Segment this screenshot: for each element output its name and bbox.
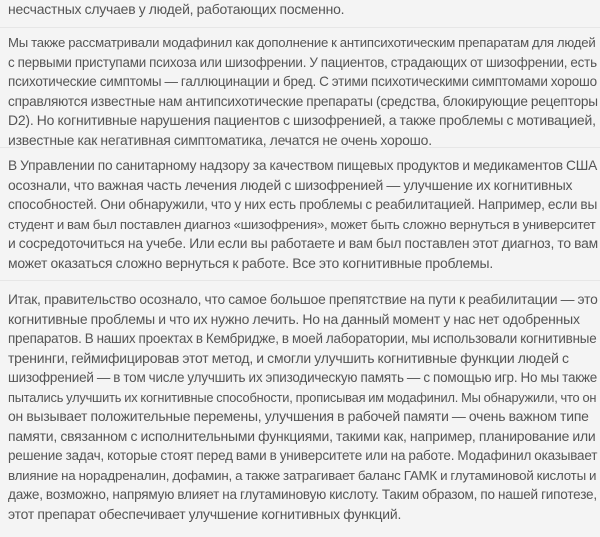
text-line: может оказаться сложно вернуться к работе. Все это когнитивные проблемы.	[8, 254, 494, 271]
text-line: памяти, связанном с исполнительными функциями, такими как, например, планирование или	[8, 427, 596, 444]
text-line: когнитивные проблемы и что их нужно лечить. Но на данный момент у нас нет одобренных	[8, 310, 580, 327]
text-line: Итак, правительство осознало, что самое большое препятствие на пути к реабилитации — это	[8, 291, 598, 307]
text-line: справляются известные нам антипсихотические препараты (средства, блокирующие рецепторы	[8, 93, 598, 109]
text-line: Мы также рассматривали модафинил как дополнение к антипсихотическим препаратам для людей	[8, 35, 596, 50]
paragraph-divider	[0, 147, 600, 148]
text-line: влияние на норадреналин, дофамин, а также затрагивает баланс ГАМК и глутаминовой кислоты и	[8, 467, 597, 483]
paragraph-divider	[0, 280, 600, 281]
text-line: с первыми приступами психоза или шизофрении. У пациентов, страдающих от шизофрении, есть	[8, 54, 597, 70]
text-line: он вызывает положительные перемены, улучшения в рабочей памяти — очень важном типе	[8, 408, 589, 424]
text-line: даже, возможно, напрямую влияет на глутаминовую кислоту. Таким образом, по нашей гипотезе,	[8, 487, 597, 502]
text-line: студент и вам был поставлен диагноз «шизофрения», может быть сложно вернуться в университет	[8, 216, 596, 232]
text-line: препаратов. В наших проектах в Кембридже, в моей лаборатории, мы использовали когнитивные	[8, 331, 597, 346]
text-line: и сосредоточиться на учебе. Или если вы работаете и вам был поставлен этот диагноз, то вам	[8, 235, 598, 251]
paragraph-3	[8, 156, 600, 273]
text-line: этот препарат обеспечивает улучшение когнитивных функций.	[8, 505, 402, 522]
text-line: осознали, что важная часть лечения людей с шизофренией — улучшение их когнитивных	[8, 176, 573, 193]
text-line: шизофренией — в том числе улучшить их эпизодическую память — с помощью игр. Но мы также	[8, 370, 598, 385]
paragraph-2	[8, 33, 600, 150]
text-line: известные как негативная симптоматика, лечатся не очень хорошо.	[8, 131, 432, 148]
text-line: решение задач, которые стоят перед вами в университете или на работе. Модафинил оказывает	[8, 448, 598, 463]
paragraph-1	[8, 0, 600, 20]
text-line: В Управлении по санитарному надзору за качеством пищевых продуктов и медикаментов США	[8, 158, 598, 173]
text-line: D2). Но когнитивные нарушения пациентов с шизофренией, а также проблемы с мотивацией,	[8, 112, 596, 128]
text-line: несчастных случаев у людей, работающих посменно.	[8, 1, 345, 17]
text-line: способностей. Они обнаружили, что у них есть проблемы с реабилитацией. Например, если вы	[8, 197, 598, 212]
text-line: пытались улучшить их когнитивные способности, прописывая им модафинил. Мы обнаружили, что он	[8, 389, 597, 405]
text-line: психотические симптомы — галлюцинации и бред. С этими психотическими симптомами хорошо	[8, 74, 597, 89]
paragraph-4	[8, 290, 600, 524]
text-line: тренинги, геймифицировав этот метод, и смогли улучшить когнитивные функции людей с	[8, 349, 569, 366]
paragraph-divider	[0, 27, 600, 28]
